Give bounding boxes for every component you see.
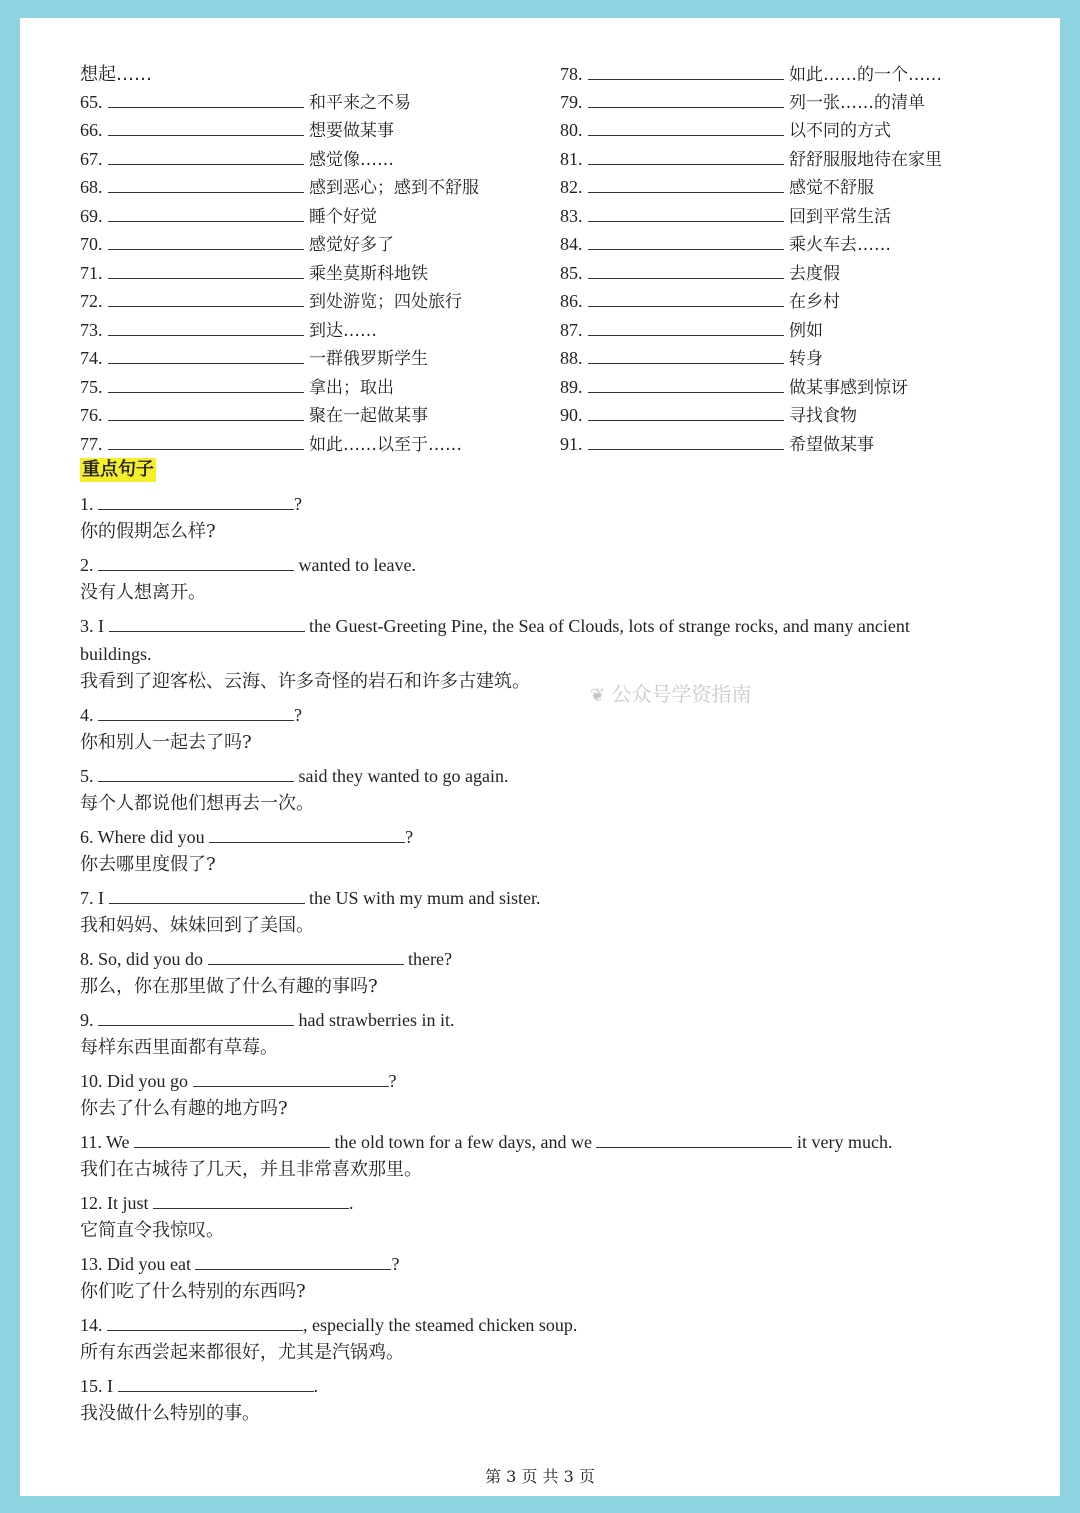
- sentence-suffix: wanted to leave.: [294, 555, 416, 575]
- phrase-chinese: 乘火车去……: [789, 235, 891, 255]
- phrase-chinese: 感觉像……: [309, 150, 394, 170]
- sentence-translation: 每个人都说他们想再去一次。: [80, 793, 314, 814]
- phrase-row: [560, 373, 908, 401]
- sentence-prefix: 15. I: [80, 1376, 118, 1396]
- sentence-item: [80, 1372, 1010, 1428]
- phrase-chinese: 乘坐莫斯科地铁: [309, 264, 428, 284]
- phrase-number: 89.: [560, 377, 583, 397]
- answer-blank[interactable]: [108, 433, 304, 450]
- answer-blank[interactable]: [588, 148, 784, 165]
- phrase-number: 86.: [560, 291, 583, 311]
- sentence-item: [80, 1067, 1010, 1123]
- sentence-translation: 你的假期怎么样?: [80, 521, 216, 542]
- sentence-translation: 所有东西尝起来都很好，尤其是汽锅鸡。: [80, 1342, 404, 1363]
- phrase-number: 76.: [80, 405, 103, 425]
- sentence-translation: 你和别人一起去了吗?: [80, 732, 252, 753]
- answer-blank[interactable]: [108, 91, 304, 108]
- sentence-suffix: the Guest-Greeting Pine, the Sea of Clouds, lots of strange rocks, and many ancient: [304, 616, 910, 636]
- phrase-chinese: 做某事感到惊讶: [789, 378, 908, 398]
- answer-blank[interactable]: [108, 290, 304, 307]
- phrase-row: [560, 401, 857, 429]
- phrase-chinese: 到达……: [309, 321, 377, 341]
- phrase-number: 65.: [80, 92, 103, 112]
- phrase-number: 66.: [80, 120, 103, 140]
- phrase-number: 70.: [80, 234, 103, 254]
- phrase-chinese: 如此……以至于……: [309, 435, 462, 455]
- phrase-number: 80.: [560, 120, 583, 140]
- answer-blank[interactable]: [209, 824, 405, 843]
- sentence-prefix: 12. It just: [80, 1193, 154, 1213]
- sentence-item: [80, 762, 1010, 818]
- phrase-number: 85.: [560, 263, 583, 283]
- answer-blank[interactable]: [108, 262, 304, 279]
- sentence-prefix: 2.: [80, 555, 98, 575]
- phrase-number: 91.: [560, 434, 583, 454]
- phrase-row: [80, 316, 377, 344]
- answer-blank[interactable]: [208, 946, 404, 965]
- phrase-chinese: 例如: [789, 321, 823, 341]
- sentence-suffix: ?: [405, 827, 414, 847]
- phrase-number: 90.: [560, 405, 583, 425]
- phrase-number: 73.: [80, 320, 103, 340]
- phrase-chinese: 以不同的方式: [789, 121, 891, 141]
- sentence-item: [80, 1250, 1010, 1306]
- phrase-number: 77.: [80, 434, 103, 454]
- answer-blank[interactable]: [108, 148, 304, 165]
- phrase-row: [80, 344, 428, 372]
- phrase-number: 84.: [560, 234, 583, 254]
- phrase-number: 68.: [80, 177, 103, 197]
- answer-blank[interactable]: [108, 176, 304, 193]
- sentence-prefix: 3. I: [80, 616, 109, 636]
- worksheet-page: [20, 18, 1060, 1496]
- phrase-chinese: 和平来之不易: [309, 93, 411, 113]
- answer-blank[interactable]: [107, 1312, 303, 1331]
- phrase-row: [560, 259, 840, 287]
- sentence-prefix: 1.: [80, 494, 98, 514]
- answer-blank[interactable]: [588, 404, 784, 421]
- answer-blank[interactable]: [596, 1129, 792, 1148]
- sentence-item: [80, 1189, 1010, 1245]
- sentence-item: [80, 490, 1010, 546]
- phrase-number: 78.: [560, 64, 583, 84]
- phrase-chinese: 转身: [789, 349, 823, 369]
- sentence-translation: 你去哪里度假了?: [80, 854, 216, 875]
- answer-blank[interactable]: [109, 885, 305, 904]
- sentence-prefix: 7. I: [80, 888, 109, 908]
- phrase-row: [560, 202, 891, 230]
- phrase-chinese: 感到恶心；感到不舒服: [309, 178, 479, 198]
- phrase-row: [560, 116, 891, 144]
- sentence-item: [80, 1128, 1010, 1184]
- phrase-number: 67.: [80, 149, 103, 169]
- sentence-translation: 我看到了迎客松、云海、许多奇怪的岩石和许多古建筑。: [80, 671, 530, 692]
- sentence-translation: 我没做什么特别的事。: [80, 1403, 260, 1424]
- phrase-row: [80, 287, 462, 315]
- sentence-suffix: said they wanted to go again.: [294, 766, 509, 786]
- answer-blank[interactable]: [108, 119, 304, 136]
- answer-blank[interactable]: [588, 319, 784, 336]
- phrase-chinese: 拿出；取出: [309, 378, 394, 398]
- answer-blank[interactable]: [588, 262, 784, 279]
- answer-blank[interactable]: [108, 404, 304, 421]
- phrase-chinese: 列一张……的清单: [789, 93, 925, 113]
- section-title: 重点句子: [82, 459, 154, 480]
- phrase-chinese: 感觉好多了: [309, 235, 394, 255]
- answer-blank[interactable]: [195, 1251, 391, 1270]
- answer-blank[interactable]: [109, 613, 305, 632]
- phrase-row: [560, 60, 942, 88]
- answer-blank[interactable]: [98, 702, 294, 721]
- answer-blank[interactable]: [108, 347, 304, 364]
- sentence-translation: 我们在古城待了几天，并且非常喜欢那里。: [80, 1159, 422, 1180]
- sentence-prefix: 4.: [80, 705, 98, 725]
- sentence-item: [80, 884, 1010, 940]
- phrase-chinese: 去度假: [789, 264, 840, 284]
- sentence-translation: 每样东西里面都有草莓。: [80, 1037, 278, 1058]
- phrase-row: [80, 430, 462, 458]
- phrase-row: [560, 230, 891, 258]
- answer-blank[interactable]: [98, 1007, 294, 1026]
- sentence-prefix: 9.: [80, 1010, 98, 1030]
- answer-blank[interactable]: [588, 205, 784, 222]
- phrase-row: [80, 401, 428, 429]
- phrase-chinese: 想要做某事: [309, 121, 394, 141]
- sentence-item: [80, 551, 1010, 607]
- phrase-row: [80, 116, 394, 144]
- sentence-continuation: buildings.: [80, 644, 152, 664]
- answer-blank[interactable]: [588, 376, 784, 393]
- phrase-row: [80, 373, 394, 401]
- sentence-item: [80, 701, 1010, 757]
- phrase-chinese: 感觉不舒服: [789, 178, 874, 198]
- sentence-suffix: ?: [294, 705, 302, 725]
- sentence-middle: the old town for a few days, and we: [330, 1132, 597, 1152]
- sentence-prefix: 10. Did you go: [80, 1071, 193, 1091]
- phrase-row: [560, 430, 874, 458]
- phrase-row: [560, 316, 823, 344]
- phrase-number: 82.: [560, 177, 583, 197]
- sentence-translation: 你们吃了什么特别的东西吗?: [80, 1281, 306, 1302]
- answer-blank[interactable]: [108, 376, 304, 393]
- answer-blank[interactable]: [134, 1129, 330, 1148]
- page-footer: 第 3 页 共 3 页: [485, 1467, 595, 1486]
- phrase-row: [560, 344, 823, 372]
- answer-blank[interactable]: [118, 1373, 314, 1392]
- phrase-chinese: 一群俄罗斯学生: [309, 349, 428, 369]
- phrase-chinese: 回到平常生活: [789, 207, 891, 227]
- answer-blank[interactable]: [588, 433, 784, 450]
- answer-blank[interactable]: [108, 319, 304, 336]
- phrase-chinese: 在乡村: [789, 292, 840, 312]
- sentence-item: [80, 823, 1010, 879]
- answer-blank[interactable]: [588, 233, 784, 250]
- phrase-chinese: 到处游览；四处旅行: [309, 292, 462, 312]
- intro-text: 想起……: [80, 64, 152, 85]
- sentence-item: [80, 1006, 1010, 1062]
- sentence-translation: 那么，你在那里做了什么有趣的事吗?: [80, 976, 378, 997]
- answer-blank[interactable]: [588, 119, 784, 136]
- phrase-chinese: 聚在一起做某事: [309, 406, 428, 426]
- phrase-chinese: 舒舒服服地待在家里: [789, 150, 942, 170]
- phrase-chinese: 希望做某事: [789, 435, 874, 455]
- phrase-number: 81.: [560, 149, 583, 169]
- sentence-translation: 你去了什么有趣的地方吗?: [80, 1098, 288, 1119]
- sentence-suffix: it very much.: [792, 1132, 893, 1152]
- phrase-number: 79.: [560, 92, 583, 112]
- phrase-row: [560, 287, 840, 315]
- answer-blank[interactable]: [153, 1190, 349, 1209]
- phrase-chinese: 睡个好觉: [309, 207, 377, 227]
- answer-blank[interactable]: [588, 176, 784, 193]
- sentence-suffix: .: [313, 1376, 318, 1396]
- answer-blank[interactable]: [98, 552, 294, 571]
- sentence-prefix: 13. Did you eat: [80, 1254, 196, 1274]
- answer-blank[interactable]: [588, 347, 784, 364]
- phrase-number: 71.: [80, 263, 103, 283]
- watermark-text: 公众号学资指南: [611, 682, 752, 706]
- phrase-row: [80, 202, 377, 230]
- sentence-prefix: 5.: [80, 766, 98, 786]
- answer-blank[interactable]: [98, 763, 294, 782]
- phrase-row: [560, 145, 942, 173]
- sentence-item: [80, 1311, 1010, 1367]
- answer-blank[interactable]: [588, 290, 784, 307]
- phrase-number: 88.: [560, 348, 583, 368]
- phrase-row: [80, 259, 428, 287]
- answer-blank[interactable]: [108, 205, 304, 222]
- sentence-suffix: ?: [391, 1254, 400, 1274]
- answer-blank[interactable]: [193, 1068, 389, 1087]
- sentence-item: [80, 945, 1010, 1001]
- phrase-chinese: 如此……的一个……: [789, 65, 942, 85]
- phrase-row: [560, 173, 874, 201]
- sentence-item: [80, 612, 1010, 696]
- phrase-number: 83.: [560, 206, 583, 226]
- phrase-chinese: 寻找食物: [789, 406, 857, 426]
- sentence-suffix: , especially the steamed chicken soup.: [303, 1315, 578, 1335]
- phrase-number: 69.: [80, 206, 103, 226]
- phrase-number: 72.: [80, 291, 103, 311]
- sentence-suffix: there?: [403, 949, 452, 969]
- phrase-number: 74.: [80, 348, 103, 368]
- sentence-suffix: ?: [388, 1071, 397, 1091]
- phrase-row: [80, 173, 479, 201]
- phrase-row: [80, 230, 394, 258]
- answer-blank[interactable]: [98, 491, 294, 510]
- phrase-number: 87.: [560, 320, 583, 340]
- phrase-row: [560, 88, 925, 116]
- sentence-translation: 没有人想离开。: [80, 582, 206, 603]
- sentence-prefix: 14.: [80, 1315, 107, 1335]
- sentence-prefix: 11. We: [80, 1132, 135, 1152]
- answer-blank[interactable]: [108, 233, 304, 250]
- phrase-row: [80, 145, 394, 173]
- sentence-prefix: 8. So, did you do: [80, 949, 208, 969]
- leaf-icon: ❦: [590, 685, 606, 706]
- sentence-suffix: ?: [294, 494, 302, 514]
- answer-blank[interactable]: [588, 91, 784, 108]
- sentence-suffix: had strawberries in it.: [294, 1010, 455, 1030]
- sentence-suffix: .: [349, 1193, 354, 1213]
- sentence-translation: 我和妈妈、妹妹回到了美国。: [80, 915, 314, 936]
- sentence-translation: 它简直令我惊叹。: [80, 1220, 224, 1241]
- answer-blank[interactable]: [588, 63, 784, 80]
- watermark: [590, 678, 751, 707]
- sentence-prefix: 6. Where did you: [80, 827, 210, 847]
- phrase-number: 75.: [80, 377, 103, 397]
- phrase-row: [80, 88, 411, 116]
- sentence-suffix: the US with my mum and sister.: [304, 888, 541, 908]
